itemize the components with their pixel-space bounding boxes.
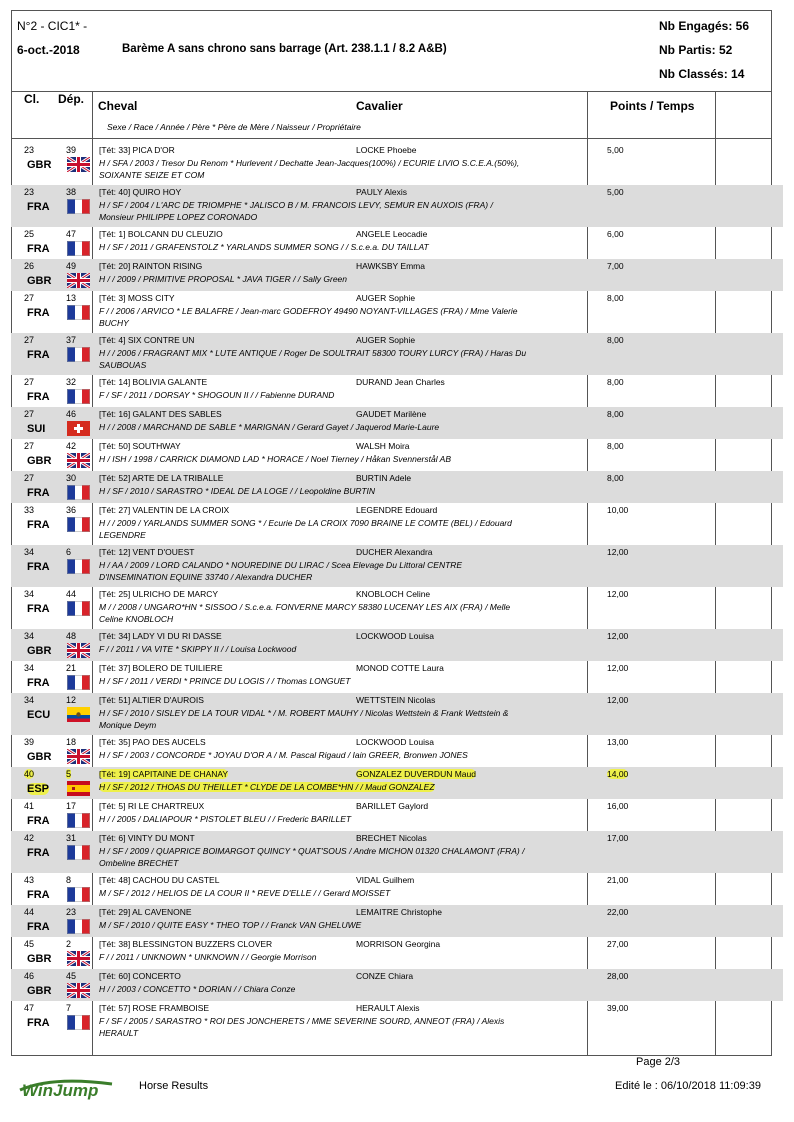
country-code: FRA [27,201,50,213]
rider-name: AUGER Sophie [356,335,416,345]
fra-flag-icon [67,347,90,362]
start-order: 48 [66,631,77,641]
horse-details: H / SF / 2009 / QUAPRICE BOIMARGOT QUINCY * QUAT'SOUS / Andre MICHON 01320 CHALAMONT (FRA) / Ombeline BRECHET [99,846,525,868]
winjump-logo [12,1058,124,1108]
count-engaged: Nb Engagés: 56 [659,19,750,33]
horse-name: [Tét: 35] PAO DES AUCELS [99,737,206,747]
table-row [11,407,783,439]
rider-name: ANGELE Leocadie [356,229,428,239]
rank: 34 [24,589,35,599]
horse-details: F / / 2006 / ARVICO * LE BALAFRE / Jean-marc GODEFROY 49490 NOYANT-VILLAGES (FRA) / Mme Valerie BUCHY [99,306,518,328]
rider-name: WETTSTEIN Nicolas [356,695,436,705]
horse-details: F / / 2011 / VA VITE * SKIPPY II / / Louisa Lockwood [99,644,297,654]
table-row [11,291,783,333]
rank: 47 [24,1003,35,1013]
horse-details: M / SF / 2012 / HELIOS DE LA COUR II * REVE D'ELLE / / Gerard MOISSET [99,888,391,898]
rank: 23 [24,145,35,155]
table-row [11,937,783,969]
rider-name: LOCKWOOD Louisa [356,737,434,747]
fra-flag-icon [67,485,90,500]
start-order: 6 [66,547,72,557]
gbr-flag-icon [67,157,90,172]
table-row [11,227,783,259]
points: 27,00 [607,939,629,949]
rank: 26 [24,261,35,271]
horse-name: [Tét: 20] RAINTON RISING [99,261,203,271]
horse-name: [Tét: 38] BLESSINGTON BUZZERS CLOVER [99,939,273,949]
start-order: 31 [66,833,77,843]
country-code: FRA [27,603,50,615]
fra-flag-icon [67,199,90,214]
gbr-flag-icon [67,983,90,998]
gbr-flag-icon [67,643,90,658]
points: 8,00 [607,293,624,303]
country-code: FRA [27,349,50,361]
report-label: Horse Results [139,1080,209,1092]
horse-details: H / SF / 2003 / CONCORDE * JOYAU D'OR A / M. Pascal Rigaud / Iain GREER, Bronwen JONES [99,750,468,760]
points: 14,00 [607,769,629,779]
ecu-flag-icon [67,707,90,722]
horse-details: H / / 2009 / PRIMITIVE PROPOSAL * JAVA TIGER / / Sally Green [99,274,348,284]
points: 12,00 [607,547,629,557]
start-order: 37 [66,335,77,345]
horse-details: H / SFA / 2003 / Tresor Du Renom * Hurlevent / Dechatte Jean-Jacques(100%) / ECURIE LIVIO S.C.E.A.(50%), SOIXANTE SEIZE ET COM [99,158,520,180]
horse-name: [Tét: 37] BOLERO DE TUILIERE [99,663,223,673]
points: 21,00 [607,875,629,885]
horse-details: H / SF / 2010 / SISLEY DE LA TOUR VIDAL * / M. ROBERT MAUHY / Nicolas Wettstein & Frank Wettstein & Monique Deym [99,708,509,730]
country-code: ESP [27,783,50,795]
table-row [11,735,783,767]
rank: 34 [24,663,35,673]
horse-details: M / SF / 2010 / QUITE EASY * THEO TOP / / Franck VAN GHELUWE [99,920,362,930]
points: 12,00 [607,695,629,705]
rank: 42 [24,833,35,843]
sui-flag-icon [67,421,90,436]
table-row [11,905,783,937]
competition-title: Barème A sans chrono sans barrage (Art. 238.1.1 / 8.2 A&B) [122,43,447,55]
horse-details: H / / 2009 / YARLANDS SUMMER SONG * / Ecurie De LA CROIX 7090 BRAINE LE COMTE (BEL) / Edouard LEGENDRE [99,518,512,540]
rank: 34 [24,631,35,641]
start-order: 30 [66,473,77,483]
country-code: FRA [27,519,50,531]
fra-flag-icon [67,559,90,574]
country-code: FRA [27,307,50,319]
start-order: 45 [66,971,77,981]
start-order: 36 [66,505,77,515]
table-row [11,375,783,407]
horse-name: [Tét: 19] CAPITAINE DE CHANAY [99,769,229,779]
rider-name: MORRISON Georgina [356,939,441,949]
rider-name: WALSH Moira [356,441,410,451]
fra-flag-icon [67,601,90,616]
points: 7,00 [607,261,624,271]
table-row [11,333,783,375]
rider-name: DUCHER Alexandra [356,547,433,557]
rider-name: GAUDET Marilène [356,409,427,419]
column-points: Points / Temps [610,99,695,113]
fra-flag-icon [67,389,90,404]
rider-name: AUGER Sophie [356,293,416,303]
points: 28,00 [607,971,629,981]
gbr-flag-icon [67,749,90,764]
start-order: 12 [66,695,77,705]
column-subheader: Sexe / Race / Année / Père * Père de Mère / Naisseur / Propriétaire [107,122,361,132]
fra-flag-icon [67,1015,90,1030]
fra-flag-icon [67,675,90,690]
table-row [11,693,783,735]
horse-details: H / / 2005 / DALIAPOUR * PISTOLET BLEU / / Frederic BARILLET [99,814,352,824]
horse-details: H / SF / 2012 / THOAS DU THEILLET * CLYDE DE LA COMBE*HN / / Maud GONZALEZ [99,782,435,792]
event-date: 6-oct.-2018 [17,43,80,57]
rider-name: BURTIN Adele [356,473,412,483]
start-order: 42 [66,441,77,451]
rank: 44 [24,907,35,917]
points: 10,00 [607,505,629,515]
points: 17,00 [607,833,629,843]
horse-name: [Tét: 52] ARTE DE LA TRIBALLE [99,473,224,483]
points: 12,00 [607,589,629,599]
rank: 43 [24,875,35,885]
rank: 27 [24,409,35,419]
rider-name: DURAND Jean Charles [356,377,445,387]
event-name: N°2 - CIC1* - [17,19,88,33]
fra-flag-icon [67,919,90,934]
start-order: 44 [66,589,77,599]
rider-name: LOCKWOOD Louisa [356,631,434,641]
country-code: FRA [27,847,50,859]
table-row [11,259,783,291]
start-order: 32 [66,377,77,387]
start-order: 8 [66,875,72,885]
horse-name: [Tét: 14] BOLIVIA GALANTE [99,377,208,387]
rank: 34 [24,547,35,557]
rider-name: HAWKSBY Emma [356,261,425,271]
rank: 34 [24,695,35,705]
columns-divider [11,138,772,139]
rank: 23 [24,187,35,197]
horse-details: M / / 2008 / UNGARO*HN * SISSOO / S.c.e.a. FONVERNE MARCY 58380 LUCENAY LES AIX (FRA) / Melle Celine KNOBLOCH [99,602,511,624]
country-code: FRA [27,243,50,255]
start-order: 5 [66,769,72,779]
start-order: 17 [66,801,77,811]
points: 16,00 [607,801,629,811]
horse-details: H / SF / 2011 / VERDI * PRINCE DU LOGIS / / Thomas LONGUET [99,676,351,686]
start-order: 39 [66,145,77,155]
horse-name: [Tét: 25] ULRICHO DE MARCY [99,589,219,599]
rank: 46 [24,971,35,981]
country-code: FRA [27,487,50,499]
rider-name: LEGENDRE Edouard [356,505,438,515]
horse-name: [Tét: 51] ALTIER D'AUROIS [99,695,204,705]
points: 6,00 [607,229,624,239]
country-code: GBR [27,455,52,467]
fra-flag-icon [67,845,90,860]
header-divider [11,91,772,92]
gbr-flag-icon [67,951,90,966]
start-order: 47 [66,229,77,239]
rank: 27 [24,473,35,483]
rank: 27 [24,335,35,345]
points: 8,00 [607,441,624,451]
horse-details: H / SF / 2011 / GRAFENSTOLZ * YARLANDS SUMMER SONG / / S.c.e.a. DU TAILLAT [99,242,429,252]
country-code: FRA [27,677,50,689]
horse-name: [Tét: 50] SOUTHWAY [99,441,181,451]
country-code: FRA [27,921,50,933]
rider-name: BARILLET Gaylord [356,801,429,811]
rider-name: CONZE Chiara [356,971,414,981]
logo-text: WinJump [22,1081,99,1100]
column-horse: Cheval [98,99,138,113]
rank: 33 [24,505,35,515]
fra-flag-icon [67,517,90,532]
country-code: GBR [27,159,52,171]
gbr-flag-icon [67,273,90,288]
points: 5,00 [607,187,624,197]
points: 5,00 [607,145,624,155]
rank: 39 [24,737,35,747]
page-number: Page 2/3 [636,1056,681,1068]
horse-name: [Tét: 33] PICA D'OR [99,145,175,155]
rank: 27 [24,377,35,387]
table-row [11,143,783,185]
rider-name: LEMAITRE Christophe [356,907,442,917]
points: 8,00 [607,377,624,387]
horse-details: F / SF / 2011 / DORSAY * SHOGOUN II / / Fabienne DURAND [99,390,335,400]
country-code: GBR [27,953,52,965]
horse-details: H / AA / 2009 / LORD CALANDO * NOUREDINE DU LIRAC / Scea Elevage Du Littoral CENTRE D'INSEMINATION EQUINE 33740 / Alexandra DUCHER [99,560,463,582]
horse-name: [Tét: 27] VALENTIN DE LA CROIX [99,505,230,515]
country-code: FRA [27,391,50,403]
table-row [11,185,783,227]
horse-details: F / SF / 2005 / SARASTRO * ROI DES JONCHERETS / MME SEVERINE SOURD, ANNEOT (FRA) / Alexis HERAULT [99,1016,505,1038]
horse-details: H / SF / 2010 / SARASTRO * IDEAL DE LA LOGE / / Leopoldine BURTIN [99,486,376,496]
start-order: 23 [66,907,77,917]
column-rider: Cavalier [356,99,403,113]
table-row [11,439,783,471]
esp-flag-icon [67,781,90,796]
horse-name: [Tét: 6] VINTY DU MONT [99,833,195,843]
country-code: FRA [27,561,50,573]
rider-name: LOCKE Phoebe [356,145,417,155]
rank: 45 [24,939,35,949]
points: 22,00 [607,907,629,917]
horse-name: [Tét: 57] ROSE FRAMBOISE [99,1003,210,1013]
rider-name: PAULY Alexis [356,187,408,197]
start-order: 2 [66,939,72,949]
start-order: 13 [66,293,77,303]
country-code: SUI [27,423,46,435]
table-row [11,799,783,831]
horse-details: H / SF / 2004 / L'ARC DE TRIOMPHE * JALISCO B / M. FRANCOIS LEVY, SEMUR EN AUXOIS (FRA) / Monsieur PHILIPPE LOPEZ CORONADO [99,200,493,222]
points: 8,00 [607,335,624,345]
horse-name: [Tét: 1] BOLCANN DU CLEUZIO [99,229,223,239]
rider-name: BRECHET Nicolas [356,833,427,843]
rank: 41 [24,801,35,811]
horse-name: [Tét: 60] CONCERTO [99,971,181,981]
table-row [11,545,783,587]
start-order: 18 [66,737,77,747]
fra-flag-icon [67,887,90,902]
edited-timestamp: Edité le : 06/10/2018 11:09:39 [615,1080,761,1092]
horse-name: [Tét: 40] QUIRO HOY [99,187,182,197]
rank: 25 [24,229,35,239]
count-started: Nb Partis: 52 [659,43,733,57]
horse-details: H / / 2008 / MARCHAND DE SABLE * MARIGNAN / Gerard Gayet / Jaquerod Marie-Laure [99,422,440,432]
table-row [11,629,783,661]
horse-details: F / / 2011 / UNKNOWN * UNKNOWN / / Georgie Morrison [99,952,317,962]
horse-name: [Tét: 5] RI LE CHARTREUX [99,801,205,811]
column-rank: Cl. [24,92,40,106]
count-classified: Nb Classés: 14 [659,67,745,81]
fra-flag-icon [67,305,90,320]
country-code: GBR [27,751,52,763]
country-code: GBR [27,275,52,287]
points: 12,00 [607,631,629,641]
table-row [11,471,783,503]
country-code: FRA [27,815,50,827]
gbr-flag-icon [67,453,90,468]
rank: 27 [24,293,35,303]
country-code: FRA [27,889,50,901]
points: 12,00 [607,663,629,673]
table-row [11,503,783,545]
table-row [11,831,783,873]
rider-name: KNOBLOCH Celine [356,589,431,599]
country-code: GBR [27,645,52,657]
fra-flag-icon [67,241,90,256]
horse-details: H / ISH / 1998 / CARRICK DIAMOND LAD * HORACE / Noel Tierney / Håkan Svennerstål AB [99,454,452,464]
rider-name: MONOD COTTE Laura [356,663,444,673]
table-row [11,767,783,799]
table-row [11,1001,783,1043]
country-code: ECU [27,709,51,721]
column-start: Dép. [58,92,85,106]
table-row [11,969,783,1001]
horse-name: [Tét: 48] CACHOU DU CASTEL [99,875,220,885]
points: 8,00 [607,473,624,483]
rank: 27 [24,441,35,451]
table-row [11,873,783,905]
fra-flag-icon [67,813,90,828]
horse-name: [Tét: 3] MOSS CITY [99,293,175,303]
points: 8,00 [607,409,624,419]
horse-name: [Tét: 16] GALANT DES SABLES [99,409,222,419]
start-order: 46 [66,409,77,419]
horse-details: H / / 2003 / CONCETTO * DORIAN / / Chiara Conze [99,984,296,994]
country-code: GBR [27,985,52,997]
table-row [11,661,783,693]
horse-details: H / / 2006 / FRAGRANT MIX * LUTE ANTIQUE / Roger De SOULTRAIT 58300 TOURY LURCY (FRA) / Haras Du SAUBOUAS [99,348,527,370]
rider-name: GONZALEZ DUVERDUN Maud [356,769,476,779]
horse-name: [Tét: 4] SIX CONTRE UN [99,335,195,345]
rider-name: HERAULT Alexis [356,1003,420,1013]
start-order: 38 [66,187,77,197]
start-order: 7 [66,1003,72,1013]
start-order: 49 [66,261,77,271]
start-order: 21 [66,663,77,673]
points: 13,00 [607,737,629,747]
rank: 40 [24,769,35,779]
country-code: FRA [27,1017,50,1029]
points: 39,00 [607,1003,629,1013]
horse-name: [Tét: 12] VENT D'OUEST [99,547,195,557]
rider-name: VIDAL Guilhem [356,875,415,885]
table-row [11,587,783,629]
horse-name: [Tét: 29] AL CAVENONE [99,907,192,917]
horse-name: [Tét: 34] LADY VI DU RI DASSE [99,631,222,641]
